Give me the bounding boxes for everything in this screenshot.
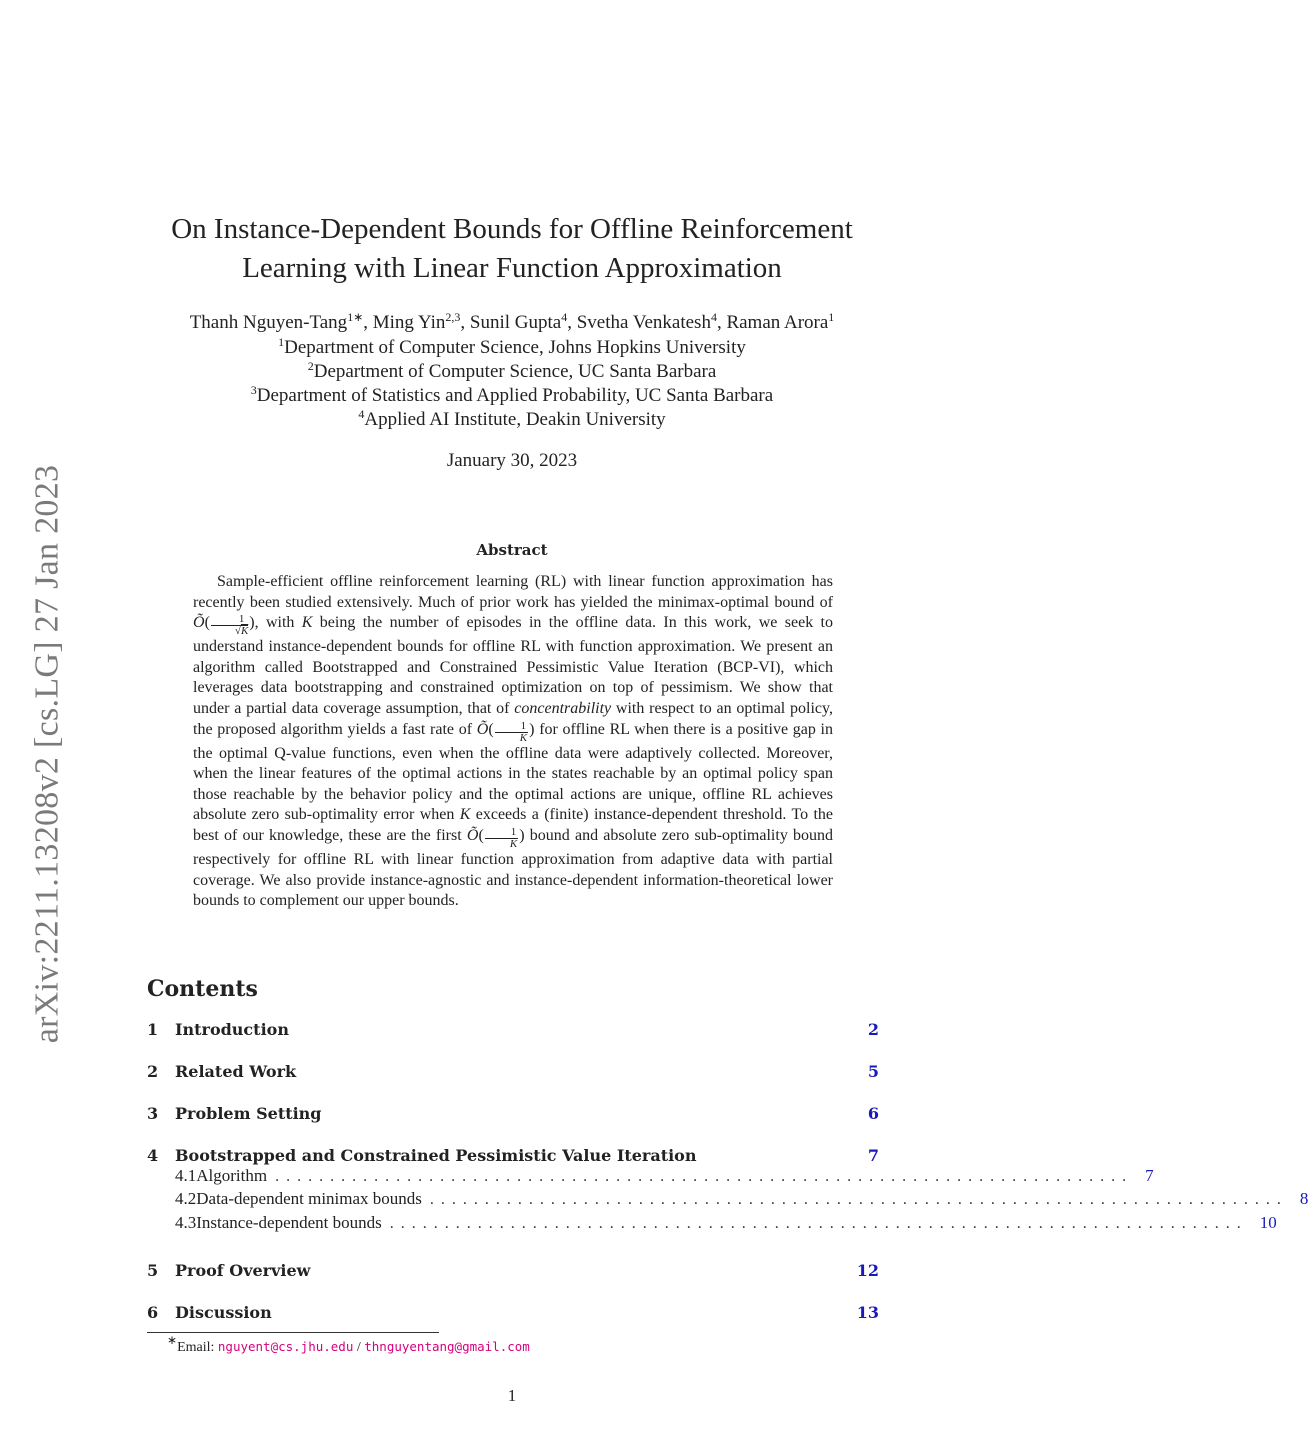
toc-subsection-instance[interactable]: 4.3 Instance-dependent bounds .............................................................................. 10 bbox=[175, 1212, 1277, 1232]
toc-page-link[interactable]: 12 bbox=[856, 1260, 879, 1280]
leader-dots: .............................................................................. bbox=[389, 1214, 1248, 1232]
leader-dots: .............................................................................. bbox=[275, 1168, 1134, 1185]
toc-page-link[interactable]: 5 bbox=[867, 1062, 879, 1081]
footnote: ∗Email: nguyent@cs.jhu.edu / thnguyentang@gmail.com bbox=[167, 1333, 530, 1355]
toc-section-discussion[interactable]: 6 Discussion 13 bbox=[147, 1302, 879, 1322]
toc-page-link[interactable]: 8 bbox=[1299, 1189, 1308, 1209]
abstract-paragraph: Sample-efficient offline reinforcement learning (RL) with linear function approximation has recently been studied extensively. Much of prior work has yielded the minimax-optimal bound of Õ( $\frac{1}{√K}$ ), with K being the number of episodes in the offline data. In this work, we seek to understand instance-dependent bounds for offline RL with function approximation. We present an algorithm called Bootstrapped and Constrained Pessimistic Value Iteration (BCP-VI), which leverages data bootstrapping and constrained optimization on top of pessimism. We show that under a partial data coverage assumption, that of concentrability with respect to an optimal policy, the proposed algorithm yields a fast rate of Õ( $\frac{1}{K}$ ) for offline RL when there is a positive gap in the optimal Q-value functions, even when the offline data were adaptively collected. Moreover, when the linear features of the optimal actions in the states reachable by an optimal policy span those reachable by the behavior policy and the optimal actions are unique, offline RL achieves absolute zero sub-optimality error when K exceeds a (finite) instance-dependent threshold. To the best of our knowledge, these are the first Õ( $\frac{1}{K}$ ) bound and absolute zero sub-optimality bound respectively for offline RL with linear function approximation from adaptive data with partial coverage. We also provide instance-agnostic and instance-dependent information-theoretical lower bounds to complement our upper bounds. bbox=[193, 573, 834, 910]
affiliation: $^3$Department of Statistics and Applied Probability, UC Santa Barbara bbox=[250, 383, 774, 406]
title-line-1: On Instance-Dependent Bounds for Offline Reinforcement bbox=[171, 213, 853, 245]
title-line-2: Learning with Linear Function Approximation bbox=[242, 252, 782, 284]
math-otilde: Õ bbox=[193, 614, 205, 632]
affiliation: $^1$Department of Computer Science, Johns Hopkins University bbox=[278, 335, 746, 358]
math-fraction: $\frac{1}{K}$ bbox=[485, 827, 519, 850]
table-of-contents bbox=[147, 1020, 1308, 1323]
email-link[interactable]: nguyent@cs.jhu.edu bbox=[217, 1339, 354, 1354]
author: Svetha Venkatesh$^4$, bbox=[576, 310, 727, 333]
paper-date: January 30, 2023 bbox=[446, 450, 578, 471]
toc-section-related-work[interactable]: 2 Related Work 5 bbox=[147, 1062, 879, 1081]
author: Raman Arora$^1$ bbox=[726, 310, 835, 333]
toc-page-link[interactable]: 10 bbox=[1259, 1212, 1277, 1232]
toc-section-problem-setting[interactable]: 3 Problem Setting 6 bbox=[147, 1104, 879, 1123]
toc-subsection-minimax[interactable]: 4.2 Data-dependent minimax bounds .............................................................................. 8 bbox=[175, 1189, 1308, 1209]
footnote-rule bbox=[147, 1332, 439, 1333]
toc-page-link[interactable]: 7 bbox=[867, 1146, 879, 1165]
contents-heading: Contents bbox=[147, 976, 258, 1002]
toc-page-link[interactable]: 6 bbox=[867, 1104, 879, 1123]
math-fraction: $\frac{1}{√K}$ bbox=[211, 614, 248, 637]
toc-subsection-algorithm[interactable]: 4.1 Algorithm .............................................................................. 7 bbox=[175, 1166, 1154, 1185]
abstract-heading: Abstract bbox=[476, 541, 548, 559]
math-fraction: $\frac{1}{K}$ bbox=[495, 721, 529, 744]
author-list bbox=[120, 311, 904, 335]
author: Sunil Gupta$^4$, bbox=[469, 310, 577, 333]
arxiv-stamp bbox=[22, 458, 72, 1050]
toc-section-bcp-vi[interactable]: 4 Bootstrapped and Constrained Pessimistic Value Iteration 7 bbox=[147, 1146, 879, 1165]
toc-section-proof-overview[interactable]: 5 Proof Overview 12 bbox=[147, 1260, 879, 1280]
toc-page-link[interactable]: 13 bbox=[856, 1302, 879, 1322]
author: Ming Yin$^{2,3}$, bbox=[372, 310, 470, 333]
affiliation-list bbox=[120, 336, 904, 432]
toc-section-introduction[interactable]: 1 Introduction 2 bbox=[147, 1020, 879, 1039]
leader-dots: .............................................................................. bbox=[429, 1191, 1288, 1209]
email-link[interactable]: thnguyentang@gmail.com bbox=[364, 1339, 530, 1354]
author: Thanh Nguyen-Tang$^{1∗}$, bbox=[189, 310, 373, 333]
page-number: 1 bbox=[507, 1386, 517, 1405]
affiliation: $^4$Applied AI Institute, Deakin University bbox=[358, 407, 666, 430]
toc-page-link[interactable]: 7 bbox=[1145, 1166, 1154, 1185]
abstract-body bbox=[193, 572, 833, 912]
arxiv-id: arXiv:2211.13208v2 [cs.LG] 27 Jan 2023 bbox=[28, 464, 66, 1044]
toc-page-link[interactable]: 2 bbox=[867, 1020, 879, 1039]
paper-title bbox=[120, 210, 904, 288]
affiliation: $^2$Department of Computer Science, UC Santa Barbara bbox=[307, 359, 717, 382]
